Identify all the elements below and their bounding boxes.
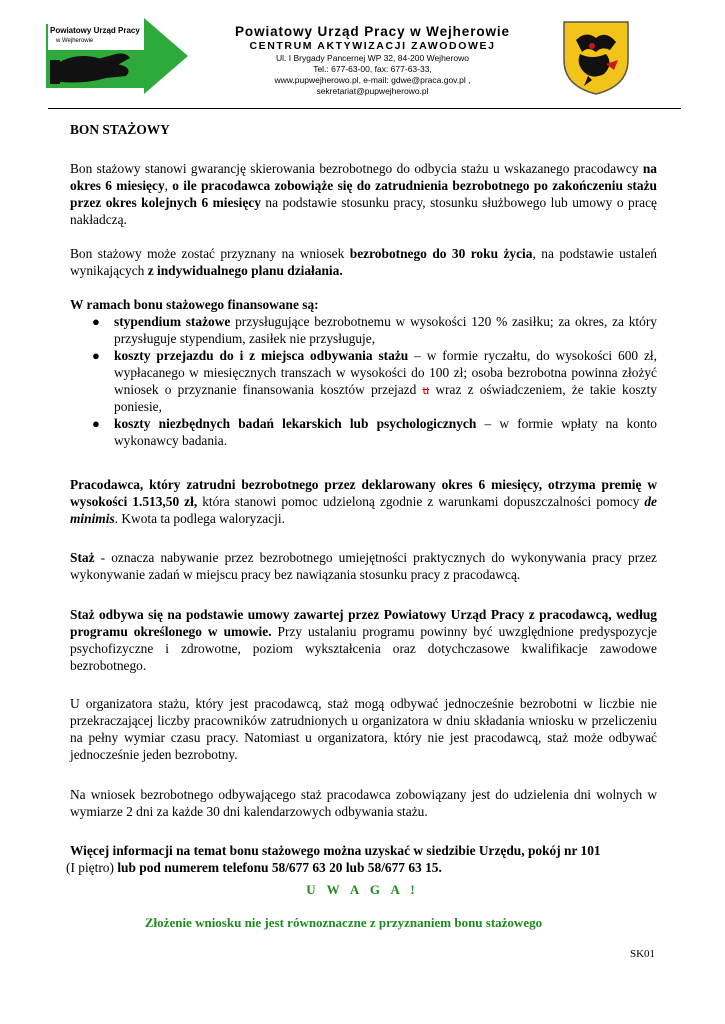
financed-items-list bbox=[70, 313, 657, 449]
p5-text-b: Przy ustalaniu programu powinny być uwzględnione predyspozycje psychofizyczne i zdrowotne, poziom wykształcenia oraz dotychczasowe kwalifikacje zawodowe bezrobotnego. bbox=[70, 624, 657, 673]
paragraph-contact bbox=[66, 842, 657, 876]
paragraph-agreement bbox=[70, 606, 657, 674]
p3-bold-a: Pracodawca, który zatrudni bezrobotnego przez deklarowany okres 6 miesięcy, otrzyma premię w wysokości 1.513,50 zł, bbox=[70, 477, 657, 509]
p3-italic-c: de minimis bbox=[70, 494, 657, 526]
address: Ul. I Brygady Pancernej WP 32, 84-200 Wejherowo bbox=[276, 53, 469, 63]
org-info bbox=[200, 24, 545, 97]
p8-text-b: (I piętro) bbox=[66, 860, 118, 875]
list-item bbox=[92, 415, 657, 449]
item-text-2: wraz z oświadczeniem, że takie koszty poniesie, bbox=[114, 382, 657, 414]
warning-heading: U W A G A ! bbox=[306, 882, 419, 897]
paragraph-bonus bbox=[70, 476, 657, 527]
p1-bold-b: na okres 6 miesięcy bbox=[70, 161, 657, 193]
paragraph-staz-definition bbox=[70, 549, 657, 583]
list-item bbox=[92, 347, 657, 415]
paragraph-days-off: Na wniosek bezrobotnego odbywającego staż pracodawca zobowiązany jest do udzielenia dni wolnych w wymiarze 2 dni za każde 30 dni kalendarzowych odbywania stażu. bbox=[70, 787, 657, 819]
list-item bbox=[92, 313, 657, 347]
header-divider bbox=[48, 108, 681, 109]
p3-text-b: która stanowi pomoc udzieloną zgodnie z warunkami dopuszczalności pomocy bbox=[197, 494, 645, 509]
item-bold: koszty przejazdu do i z miejsca odbywania stażu bbox=[114, 348, 409, 363]
p2-bold-b: bezrobotnego do 30 roku życia bbox=[349, 246, 533, 261]
bullet-icon: ● bbox=[92, 416, 100, 431]
item-text: – w formie wpłaty na konto wykonawcy badania. bbox=[114, 416, 657, 448]
logo-subtext: w Wejherowie bbox=[56, 38, 94, 44]
paragraph-eligibility bbox=[70, 245, 657, 279]
p1-text-c: , bbox=[164, 178, 173, 193]
p2-bold-d: z indywidualnego planu działania. bbox=[147, 263, 343, 278]
p5-bold-a: Staż odbywa się na podstawie umowy zawartej przez Powiatowy Urząd Pracy z pracodawcą, według programu określonego w umowie. bbox=[70, 607, 657, 639]
item-bold: stypendium stażowe bbox=[114, 314, 231, 329]
item-bold: koszty niezbędnych badań lekarskich lub psychologicznych bbox=[114, 416, 477, 431]
paragraph-definition bbox=[70, 160, 657, 228]
document-body bbox=[66, 121, 658, 876]
p1-text-a: Bon stażowy stanowi gwarancję skierowania bezrobotnego do odbycia stażu u wskazanego pracodawcy bbox=[70, 161, 643, 176]
warning-note: Złożenie wniosku nie jest równoznaczne z przyznaniem bonu stażowego bbox=[144, 915, 543, 930]
phone: Tel.: 677-63-00, fax: 677-63-33, bbox=[313, 64, 432, 74]
p2-text-a: Bon stażowy może zostać przyznany na wniosek bbox=[70, 246, 350, 261]
p3-text-d: . Kwota ta podlega waloryzacji. bbox=[114, 511, 285, 526]
p4-text-b: - oznacza nabywanie przez bezrobotnego umiejętności praktycznych do wykonywania pracy przez wykonywanie zadań w miejscu pracy bez nawiązania stosunku pracy z pracodawcą. bbox=[70, 550, 657, 582]
center-name: CENTRUM AKTYWIZACJI ZAWODOWEJ bbox=[249, 40, 496, 52]
web-email: www.pupwejherowo.pl, e-mail: gdwe@praca.gov.pl , bbox=[274, 75, 471, 85]
document-title: BON STAŻOWY bbox=[70, 122, 170, 137]
bullet-icon: ● bbox=[92, 314, 100, 329]
logo-text: Powiatowy Urząd Pracy bbox=[50, 26, 140, 35]
document-code: SK01 bbox=[630, 948, 656, 960]
paragraph-organizer: U organizatora stażu, który jest pracodawcą, staż mogą odbywać jednocześnie bezrobotni w liczbie nie przekraczającej liczby pracowników zatrudnionych u organizatora w dniu składania wniosku w przeliczeniu na pełny wymiar czasu pracy. Natomiast u organizatora, który nie jest pracodawcą, staż może odbywać jednocześnie jeden bezrobotny. bbox=[70, 696, 657, 762]
org-name: Powiatowy Urząd Pracy w Wejherowie bbox=[235, 24, 510, 39]
p2-text-c: , na podstawie ustaleń wynikających bbox=[70, 246, 657, 278]
coat-of-arms-icon bbox=[562, 20, 630, 96]
p1-bold-d: o ile pracodawca zobowiąże się do zatrudnienia bezrobotnego po zakończeniu stażu przez okres kolejnych 6 miesięcy bbox=[70, 178, 657, 210]
p4-bold-a: Staż bbox=[70, 550, 95, 565]
item-strike: u bbox=[422, 382, 430, 397]
item-text: – w formie ryczałtu, do wysokości 600 zł, wypłacanego w miesięcznych transzach w wysokości do 100 zł; osoba bezrobotna powinna złożyć wniosek o przyznanie finansowania kosztów przejazd bbox=[114, 348, 657, 397]
p1-text-e: na podstawie stosunku pracy, stosunku służbowego lub umowy o pracę nakładczą. bbox=[70, 195, 658, 227]
p8-bold-a: Więcej informacji na temat bonu stażowego można uzyskać w siedzibie Urzędu, pokój nr 101 bbox=[70, 843, 601, 858]
list-title: W ramach bonu stażowego finansowane są: bbox=[70, 297, 319, 312]
pup-logo bbox=[46, 18, 190, 94]
p8-bold-c: lub pod numerem telefonu 58/677 63 20 lub 58/677 63 15. bbox=[117, 860, 442, 875]
letterhead bbox=[0, 0, 725, 110]
item-text: przysługujące bezrobotnemu w wysokości 120 % zasiłku; za okres, za który przysługuje stypendium, zasiłek nie przysługuje, bbox=[114, 314, 657, 346]
email-secretariat: sekretariat@pupwejherowo.pl bbox=[316, 86, 429, 96]
bullet-icon: ● bbox=[92, 348, 100, 363]
